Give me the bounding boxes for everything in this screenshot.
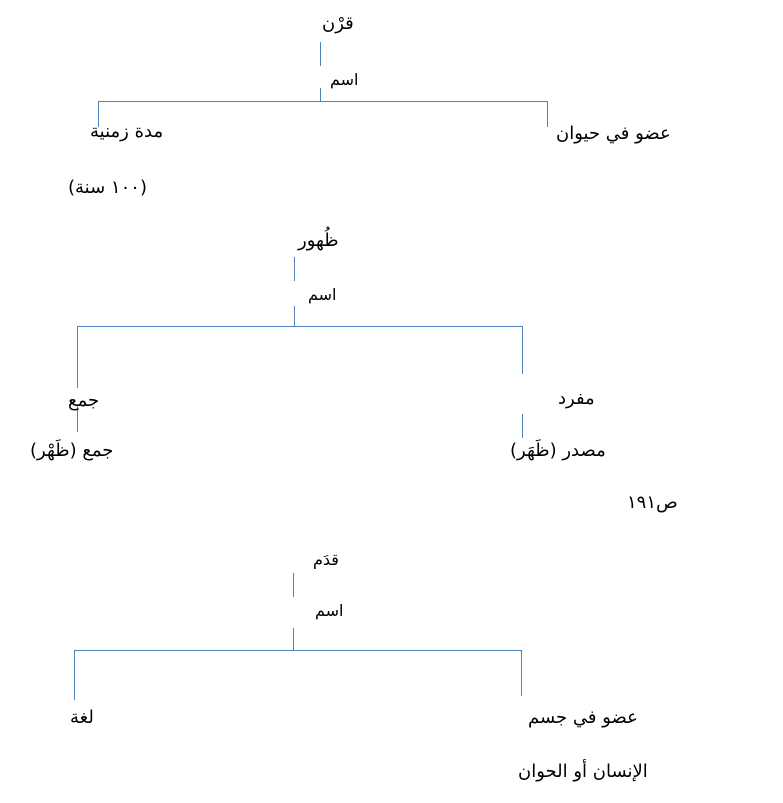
tree1-left-branch-label: مدة زمنية [90,121,164,142]
tree1-right-branch-label: عضو في حيوان [556,123,671,144]
tree2-right-branch-label: مفرد [558,388,595,409]
tree1-root-word: قرْن [322,13,354,34]
tree1-left-note: (١٠٠ سنة) [68,177,147,198]
tree2-left-branch-label: جمع [68,390,100,411]
page-reference: ص١٩١ [627,492,678,513]
tree3-root-word: قدَم [313,550,339,569]
tree2-root-word: ظُهور [298,230,339,251]
tree2-pos-label: اسم [308,285,337,304]
tree3-left-branch-label: لغة [70,707,94,728]
tree3-pos-label: اسم [315,601,344,620]
tree2-right-sub-label: مصدر (ظَهَر) [510,440,606,461]
tree1-pos-label: اسم [330,70,359,89]
tree2-left-sub-label: جمع (ظَهْر) [30,440,114,461]
tree3-right-branch-label: عضو في جسم [528,707,638,728]
tree3-right-note: الإنسان أو الحوان [518,761,648,782]
